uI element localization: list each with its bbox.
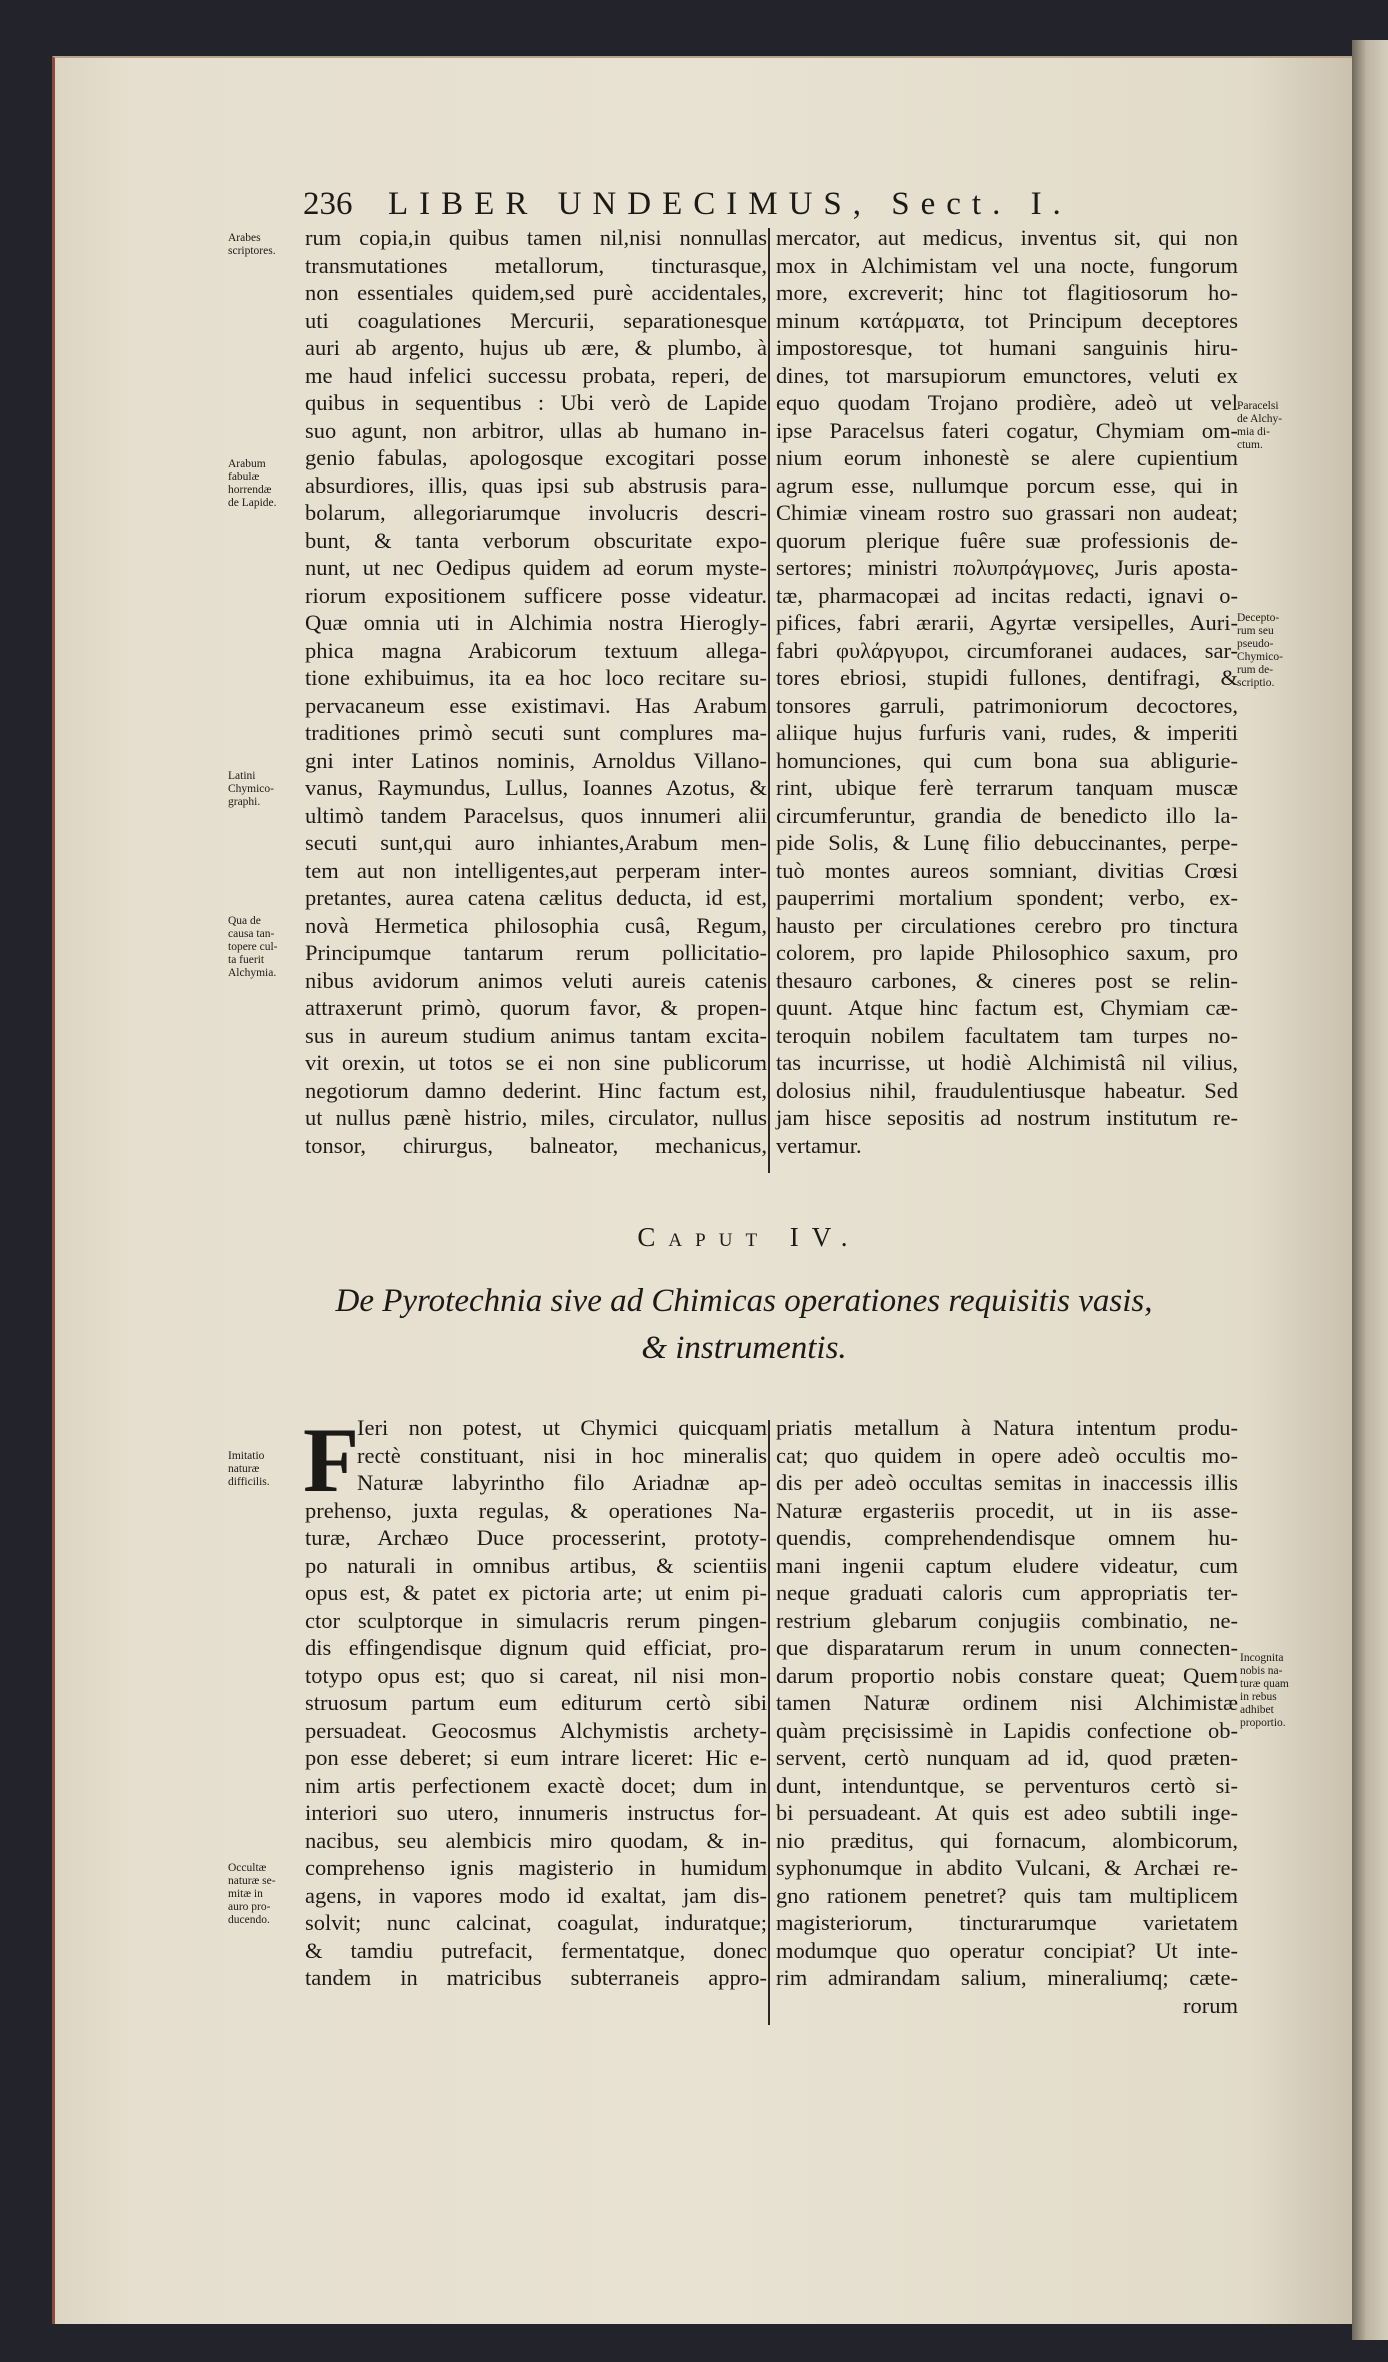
text-line: Chimiæ vineam rostro suo grassari non audeat; [776,500,1238,525]
text-line: magisteriorum, tincturarumque varietatem [776,1910,1238,1935]
text-line: rim admirandam salium, mineraliumq; cæte- [776,1965,1238,1990]
text-line: ipse Paracelsus fateri cogatur, Chymiam om- [776,417,1238,443]
text-line: bunt, & tanta verborum obscuritate expo- [305,527,767,553]
text-line: riorum expositionem sufficere posse videatur. [305,582,767,608]
margin-note-line: de Lapide. [228,497,277,509]
margin-note [228,1450,300,1489]
margin-note-line: horrendæ [228,484,272,496]
text-line: agens, in vapores modo id exaltat, jam dis- [305,1882,767,1908]
page-number: 236 [303,186,353,222]
margin-note-line: naturæ se- [228,1875,276,1887]
text-line: tas incurrisse, ut hodiè Alchimistâ nil vilius, [776,1050,1238,1075]
text-line: colorem, pro lapide Philosophico saxum, pro [776,940,1238,965]
margin-note-line: rum de- [1237,664,1274,676]
margin-note-line: Incognita [1240,1652,1284,1664]
text-line: sus in aureum studium animus tantam excita- [305,1022,767,1048]
text-line: rectè constituant, nisi in hoc mineralis [357,1442,767,1468]
margin-note-line: Chymico- [228,783,274,795]
text-line: transmutationes metallorum, tincturasque, [305,252,767,278]
text-line: ctor sculptorque in simulacris rerum pingen- [305,1607,767,1633]
text-line: solvit; nunc calcinat, coagulat, induratque; [305,1910,767,1935]
text-line: cat; quo quidem in opere adeò occultis mo- [776,1442,1238,1468]
text-line: interiori suo utero, innumeris instructus for- [305,1800,767,1825]
text-line: pauperrimi mortalium spondent; verbo, ex- [776,885,1238,910]
text-line: minum κατάρματα, tot Principum deceptores [776,307,1238,333]
catchword: rorum [1183,1992,1238,2018]
text-line: me haud infelici successu probata, reperi, de [305,362,767,388]
margin-note-line: Arabes [228,232,261,244]
column-divider-top [768,228,770,1173]
text-line: gni inter Latinos nominis, Arnoldus Villano- [305,747,767,773]
text-line: quàm pręcisissimè in Lapidis confectione ob- [776,1717,1238,1743]
text-line: bi persuadeant. At quis est adeo subtili inge- [776,1800,1238,1825]
text-line: pervacaneum esse existimavi. Has Arabum [305,692,767,718]
text-line: mox in Alchimistam vel una nocte, fungorum [776,252,1238,278]
text-line: tores ebriosi, stupidi fullones, dentifragi, & [776,665,1238,690]
bottom-right-column [776,1414,1238,2019]
margin-note-line: auro pro- [228,1901,271,1913]
margin-note-line: difficilis. [228,1476,270,1488]
margin-note-line: Imitatio [228,1450,265,1462]
text-line: que disparatarum rerum in unum connecten- [776,1635,1238,1660]
text-line: equo quodam Trojano prodière, adeò ut vel [776,390,1238,415]
margin-note-line: graphi. [228,796,261,808]
text-line: thesauro carbones, & cineres post se relin- [776,967,1238,993]
text-line: non essentiales quidem,sed purè accidentales, [305,280,767,305]
text-line: pifices, fabri ærarii, Agyrtæ versipelles, Auri- [776,610,1238,635]
chapter-title-line-1: De Pyrotechnia sive ad Chimicas operationes requisitis vasis, [335,1283,1153,1319]
text-line: circumferuntur, grandia de benedicto illo la- [776,802,1238,828]
text-line: phica magna Arabicorum textuum allega- [305,637,767,663]
text-line: tamen Naturæ ordinem nisi Alchimistæ [776,1690,1238,1715]
adjacent-page-edge [1352,40,1388,2340]
margin-note-line: in rebus [1240,1691,1277,1703]
top-right-column [776,224,1238,1159]
text-line: mercator, aut medicus, inventus sit, qui non [776,225,1238,250]
text-line: pretantes, aurea catena cælitus deducta, id est, [305,885,767,910]
text-line: secuti sunt,qui auro inhiantes,Arabum men- [305,830,767,855]
text-line: modumque quo operatur concipiat? Ut inte- [776,1937,1238,1963]
text-line: agrum esse, nullumque porcum esse, qui in [776,472,1238,498]
text-line: Naturæ ergasteriis procedit, ut in iis asse- [776,1497,1238,1523]
margin-note-line: Decepto- [1237,612,1280,624]
margin-note-line: Latini [228,770,256,782]
text-line: nio præditus, qui fornacum, alombicorum, [776,1827,1238,1853]
text-line: suo agunt, non arbitror, ullas ab humano in- [305,417,767,443]
margin-note-line: rum seu [1237,625,1274,637]
margin-note [1240,1652,1312,1730]
top-left-column [305,224,767,1159]
margin-note [228,770,300,809]
text-line: comprehenso ignis magisterio in humidum [305,1855,767,1880]
text-line: homunciones, qui cum bona sua abligurie- [776,747,1238,773]
text-line: quendis, comprehendendisque omnem hu- [776,1525,1238,1550]
margin-note-line: proportio. [1240,1717,1286,1729]
margin-note-line: Alchymia. [228,967,277,979]
text-line: prehenso, juxta regulas, & operationes Na- [305,1497,767,1523]
margin-note-line: pseudo- [1237,638,1274,650]
margin-note-line: adhibet [1240,1704,1274,1716]
text-line: bolarum, allegoriarumque involucris descri- [305,500,767,525]
text-line: nim artis perfectionem exactè docet; dum in [305,1772,767,1798]
margin-note [228,458,300,510]
margin-note-line: Qua de [228,915,261,927]
text-line: rint, ubique ferè terrarum tanquam muscæ [776,775,1238,800]
margin-note-line: Paracelsi [1237,400,1279,412]
text-line: impostoresque, tot humani sanguinis hiru- [776,335,1238,360]
bottom-left-column [303,1409,767,1992]
text-line: tuò montes aureos somniant, divitias Crœsi [776,857,1238,883]
text-line: restrium glebarum conjugiis combinatio, ne- [776,1607,1238,1633]
text-line: Naturæ labyrintho filo Ariadnæ ap- [357,1470,767,1495]
margin-note [228,915,300,980]
margin-note-line: mia di- [1237,426,1270,438]
text-line: attraxerunt primò, quorum favor, & propen- [305,995,767,1020]
column-divider-bottom [768,1420,770,2025]
text-line: hausto per circulationes cerebro pro tinctura [776,912,1238,938]
text-line: Ieri non potest, ut Chymici quicquam [357,1415,767,1440]
text-line: priatis metallum à Natura intentum produ- [776,1415,1238,1440]
chapter-heading: Caput IV. [637,1222,861,1252]
margin-note-line: ducendo. [228,1914,270,1926]
text-line: nacibus, seu alembicis miro quodam, & in- [305,1827,767,1853]
text-line: genio fabulas, apologosque excogitari posse [305,445,767,470]
text-line: teroquin nobilem facultatem tam turpes no- [776,1022,1238,1048]
text-line: & tamdiu putrefacit, fermentatque, donec [305,1937,767,1963]
text-line: negotiorum damno dederint. Hinc factum est, [305,1077,767,1103]
margin-note-line: naturæ [228,1463,260,1475]
text-line: Quæ omnia uti in Alchimia nostra Hierogly- [305,610,767,635]
text-line: vit orexin, ut totos se ei non sine publicorum [305,1050,767,1075]
text-line: vanus, Raymundus, Lullus, Ioannes Azotus, & [305,775,767,800]
text-line: uti coagulationes Mercurii, separationesque [305,307,767,333]
text-line: ultimò tandem Paracelsus, quos innumeri alii [305,802,767,828]
text-line: opus est, & patet ex pictoria arte; ut enim pi- [305,1580,767,1605]
margin-note-line: scriptio. [1237,677,1275,689]
text-line: struosum partum eum editurum certò sibi [305,1690,767,1715]
text-line: dis effingendisque dignum quid efficiat, pro- [305,1635,767,1660]
text-line: quorum plerique fuêre suæ professionis de- [776,527,1238,553]
text-line: tæ, pharmacopæi ad incitas redacti, ignavi o- [776,582,1238,608]
text-line: tonsores garruli, patrimoniorum decoctores, [776,692,1238,718]
margin-note-line: nobis na- [1240,1665,1283,1677]
text-line: traditiones primò secuti sunt complures ma- [305,720,767,745]
margin-note-line: scriptores. [228,245,276,257]
text-line: novà Hermetica philosophia cusâ, Regum, [305,912,767,938]
text-line: ut nullus pænè histrio, miles, circulator, nullus [305,1105,767,1130]
margin-note-line: turæ quam [1240,1678,1289,1690]
margin-note [1237,400,1309,452]
text-line: aliique hujus furfuris vani, rudes, & imperiti [776,720,1238,745]
text-line: darum proportio nobis constare queat; Quem [776,1662,1238,1688]
text-line: pon esse deberet; si eum intrare liceret: Hic e- [305,1745,767,1770]
text-line: dunt, intenduntque, se perventuros certò si- [776,1772,1238,1798]
text-line: gno rationem penetret? quis tam multiplicem [776,1882,1238,1908]
text-line: dines, tot marsupiorum emunctores, veluti ex [776,362,1238,388]
margin-note [1237,612,1309,690]
text-line: more, excreverit; hinc tot flagitiosorum ho- [776,280,1238,305]
text-line: totypo opus est; quo si careat, nil nisi mon- [305,1662,767,1688]
text-line: auri ab argento, hujus ub ære, & plumbo, à [305,335,767,360]
margin-note-line: Arabum [228,458,266,470]
margin-note-line: causa tan- [228,928,275,940]
margin-note-line: ta fuerit [228,954,265,966]
text-line: Principumque tantarum rerum pollicitatio- [305,940,767,965]
text-line: nium eorum inhonestè se alere cupientium [776,445,1238,470]
text-line: nunt, ut nec Oedipus quidem ad eorum myste- [305,555,767,580]
running-title: LIBER UNDECIMUS, Sect. I. [388,186,1072,222]
text-line: vertamur. [776,1132,862,1158]
text-line: tonsor, chirurgus, balneator, mechanicus, [305,1132,767,1158]
text-line: tione exhibuimus, ita ea hoc loco recitare su- [305,665,767,690]
text-line: rum copia,in quibus tamen nil,nisi nonnullas [305,225,767,250]
text-line: quunt. Atque hinc factum est, Chymiam cæ- [776,995,1238,1020]
text-line: turæ, Archæo Duce processerint, prototy- [305,1525,767,1550]
margin-note-line: Occultæ [228,1862,267,1874]
margin-note [228,232,300,258]
margin-note-line: Chymico- [1237,651,1283,663]
margin-note-line: ctum. [1237,439,1263,451]
text-line: servent, certò nunquam ad id, quod præten- [776,1745,1238,1770]
margin-note-line: fabulæ [228,471,260,483]
chapter-title-line-2: & instrumentis. [641,1330,847,1366]
margin-note-line: mitæ in [228,1888,263,1900]
text-line: pide Solis, & Lunę filio debuccinantes, perpe- [776,830,1238,855]
text-line: absurdiores, illis, quas ipsi sub abstrusis para- [305,472,767,498]
text-line: sertores; ministri πολυπράγμονες, Juris aposta- [776,555,1238,580]
text-line: fabri φυλάργυροι, circumforanei audaces, sar- [776,637,1238,663]
text-line: persuadeat. Geocosmus Alchymistis archety- [305,1717,767,1743]
text-line: mani ingenii captum eludere videatur, cum [776,1552,1238,1578]
margin-note-line: de Alchy- [1237,413,1283,425]
drop-cap: F [303,1409,360,1511]
margin-note-line: topere cul- [228,941,278,953]
text-line: dolosius nihil, fraudulentiusque habeatur. Sed [776,1077,1238,1103]
text-line: po naturali in omnibus artibus, & scientiis [305,1552,767,1578]
text-line: neque graduati caloris cum appropriatis ter- [776,1580,1238,1605]
text-line: tem aut non intelligentes,aut perperam inter- [305,857,767,883]
text-line: syphonumque in abdito Vulcani, & Archæi re- [776,1855,1238,1880]
text-line: tandem in matricibus subterraneis appro- [305,1965,767,1990]
text-line: nibus avidorum animos veluti aureis catenis [305,967,767,993]
text-line: jam hisce sepositis ad nostrum institutum re- [776,1105,1238,1130]
margin-note [228,1862,300,1927]
text-line: quibus in sequentibus : Ubi verò de Lapide [305,390,767,415]
text-line: dis per adeò occultas semitas in inaccessis illis [776,1470,1238,1495]
